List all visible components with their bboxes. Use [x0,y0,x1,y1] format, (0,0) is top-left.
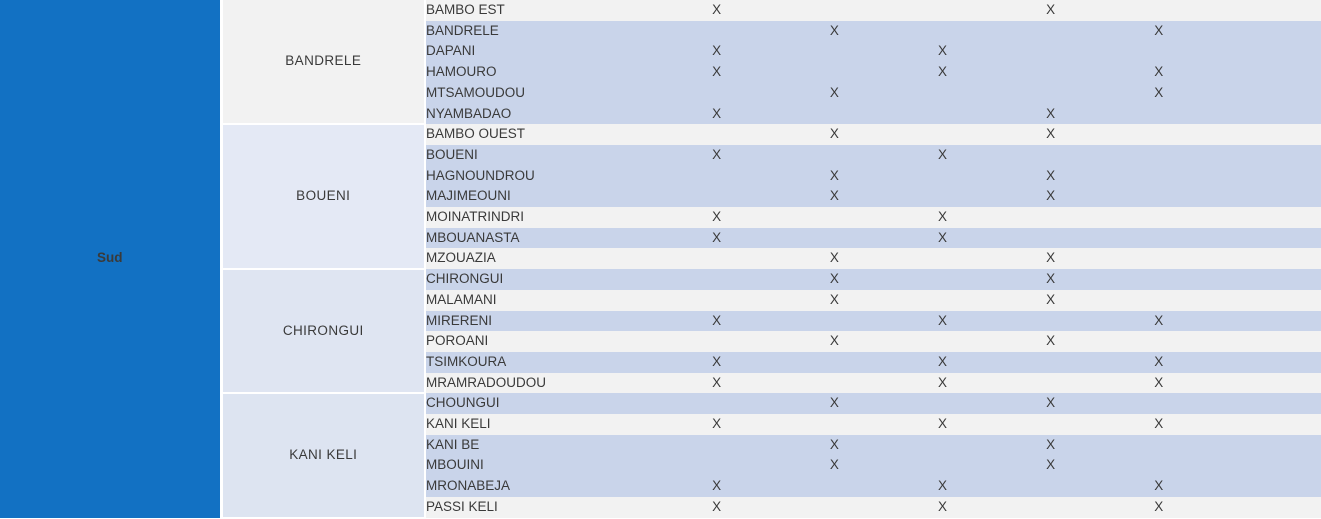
mark-cell [997,21,1105,42]
mark-cell: X [997,455,1105,476]
mark-cell [653,248,780,269]
mark-cell [780,207,888,228]
commune-cell: CHIRONGUI [221,269,425,393]
mark-cell: X [780,186,888,207]
mark-cell: X [888,207,996,228]
mark-cell [997,62,1105,83]
mark-cell [1213,83,1321,104]
mark-cell [1105,166,1213,187]
mark-cell [1105,145,1213,166]
mark-cell [780,228,888,249]
mark-cell [1105,455,1213,476]
mark-cell [888,104,996,125]
mark-cell [888,435,996,456]
mark-cell: X [653,62,780,83]
mark-cell: X [888,497,996,518]
commune-cell: BANDRELE [221,0,425,124]
mark-cell [1105,207,1213,228]
mark-cell [1213,21,1321,42]
mark-cell: X [780,290,888,311]
mark-cell: X [997,0,1105,21]
mark-cell: X [780,83,888,104]
mark-cell [1213,455,1321,476]
village-name-cell: PASSI KELI [425,497,653,518]
mark-cell [888,166,996,187]
mark-cell [1213,331,1321,352]
mark-cell: X [780,248,888,269]
village-name-cell: TSIMKOURA [425,352,653,373]
village-name-cell: BOUENI [425,145,653,166]
mark-cell [997,145,1105,166]
mark-cell [997,497,1105,518]
mark-cell [1105,124,1213,145]
village-name-cell: BANDRELE [425,21,653,42]
mark-cell: X [780,435,888,456]
mark-cell [653,290,780,311]
mark-cell: X [1105,352,1213,373]
village-name-cell: MIRERENI [425,311,653,332]
mark-cell [1105,0,1213,21]
mark-cell [1105,228,1213,249]
mark-cell [1213,311,1321,332]
village-name-cell: MAJIMEOUNI [425,186,653,207]
mark-cell [888,124,996,145]
mark-cell: X [780,455,888,476]
mark-cell [1213,290,1321,311]
mark-cell: X [888,228,996,249]
mark-cell [888,21,996,42]
village-name-cell: MTSAMOUDOU [425,83,653,104]
mark-cell [1213,352,1321,373]
mark-cell [888,290,996,311]
mark-cell [653,186,780,207]
mark-cell [997,352,1105,373]
mark-cell [1213,269,1321,290]
mark-cell: X [888,311,996,332]
mark-cell [1105,393,1213,414]
mark-cell [1213,476,1321,497]
mark-cell [1105,269,1213,290]
mark-cell [780,311,888,332]
mark-cell: X [888,145,996,166]
mark-cell [997,476,1105,497]
village-name-cell: DAPANI [425,41,653,62]
mark-cell: X [888,476,996,497]
village-name-cell: POROANI [425,331,653,352]
mark-cell [997,228,1105,249]
village-name-cell: MALAMANI [425,290,653,311]
mark-cell: X [1105,311,1213,332]
village-name-cell: KANI BE [425,435,653,456]
mark-cell [780,41,888,62]
village-name-cell: MOINATRINDRI [425,207,653,228]
mark-cell [653,269,780,290]
mark-cell [780,0,888,21]
mark-cell: X [780,269,888,290]
mark-cell [1213,62,1321,83]
mark-cell [1213,124,1321,145]
mark-cell: X [997,331,1105,352]
mark-cell: X [653,476,780,497]
mark-cell [1105,248,1213,269]
mark-cell: X [1105,476,1213,497]
table-row [0,0,1321,21]
mark-cell [997,414,1105,435]
mark-cell: X [780,124,888,145]
mark-cell [653,83,780,104]
mark-cell [653,166,780,187]
mark-cell: X [888,352,996,373]
mark-cell: X [780,21,888,42]
village-name-cell: CHIRONGUI [425,269,653,290]
mark-cell [1213,104,1321,125]
village-name-cell: HAMOURO [425,62,653,83]
mark-cell [780,373,888,394]
village-name-cell: KANI KELI [425,414,653,435]
commune-cell: KANI KELI [221,393,425,517]
village-name-cell: BAMBO EST [425,0,653,21]
mark-cell [653,393,780,414]
mark-cell: X [1105,414,1213,435]
mark-cell [888,83,996,104]
mark-cell [1213,186,1321,207]
mark-cell [1213,497,1321,518]
mark-cell: X [653,497,780,518]
mark-cell: X [653,414,780,435]
mark-cell: X [780,166,888,187]
mark-cell [1213,41,1321,62]
village-name-cell: NYAMBADAO [425,104,653,125]
mark-cell [1213,373,1321,394]
mark-cell [653,455,780,476]
mark-cell [888,248,996,269]
mark-cell: X [653,145,780,166]
mark-cell [888,186,996,207]
mark-cell: X [997,269,1105,290]
mark-cell [1213,228,1321,249]
mark-cell: X [653,352,780,373]
mark-cell [888,269,996,290]
mark-cell: X [888,62,996,83]
region-cell: Sud [0,0,221,518]
mark-cell [780,62,888,83]
mark-cell: X [653,41,780,62]
mark-cell [780,476,888,497]
mark-cell [888,331,996,352]
mark-cell [653,435,780,456]
mark-cell: X [997,104,1105,125]
mark-cell [780,414,888,435]
mark-cell: X [888,414,996,435]
mark-cell: X [1105,497,1213,518]
mark-cell: X [888,41,996,62]
village-name-cell: BAMBO OUEST [425,124,653,145]
commune-cell: BOUENI [221,124,425,269]
mark-cell [1105,186,1213,207]
mark-cell [997,41,1105,62]
village-name-cell: MBOUANASTA [425,228,653,249]
village-name-cell: MZOUAZIA [425,248,653,269]
mark-cell [1213,0,1321,21]
mark-cell: X [997,248,1105,269]
mark-cell [888,455,996,476]
village-name-cell: MRAMRADOUDOU [425,373,653,394]
mark-cell [1213,414,1321,435]
mark-cell [780,497,888,518]
mark-cell [653,124,780,145]
mark-cell [1105,41,1213,62]
mark-cell [1105,290,1213,311]
village-name-cell: HAGNOUNDROU [425,166,653,187]
village-name-cell: MBOUINI [425,455,653,476]
mark-cell [997,207,1105,228]
mark-cell [653,21,780,42]
mark-cell [997,373,1105,394]
mark-cell: X [1105,21,1213,42]
mark-cell [888,393,996,414]
mark-cell: X [1105,83,1213,104]
mark-cell: X [997,393,1105,414]
mark-cell [1213,435,1321,456]
mark-cell [1213,248,1321,269]
mark-cell: X [997,435,1105,456]
mark-cell [997,83,1105,104]
mark-cell: X [1105,62,1213,83]
mark-cell [1213,393,1321,414]
mark-cell: X [997,186,1105,207]
mark-cell [1105,331,1213,352]
mark-cell: X [780,331,888,352]
mark-cell: X [997,290,1105,311]
mark-cell: X [653,104,780,125]
mark-cell [1213,145,1321,166]
mark-cell [1213,207,1321,228]
mark-cell [780,145,888,166]
mark-cell [1213,166,1321,187]
mark-cell: X [653,228,780,249]
mark-cell: X [653,311,780,332]
mark-cell: X [997,166,1105,187]
mark-cell [780,352,888,373]
mark-cell: X [653,373,780,394]
mark-cell [888,0,996,21]
mark-cell: X [653,207,780,228]
mark-cell: X [653,0,780,21]
mark-cell [1105,435,1213,456]
mark-cell: X [888,373,996,394]
village-name-cell: CHOUNGUI [425,393,653,414]
village-name-cell: MRONABEJA [425,476,653,497]
mark-cell [653,331,780,352]
mark-cell [1105,104,1213,125]
mark-cell: X [1105,373,1213,394]
mark-cell [997,311,1105,332]
mark-cell [780,104,888,125]
mark-cell: X [997,124,1105,145]
mark-cell: X [780,393,888,414]
